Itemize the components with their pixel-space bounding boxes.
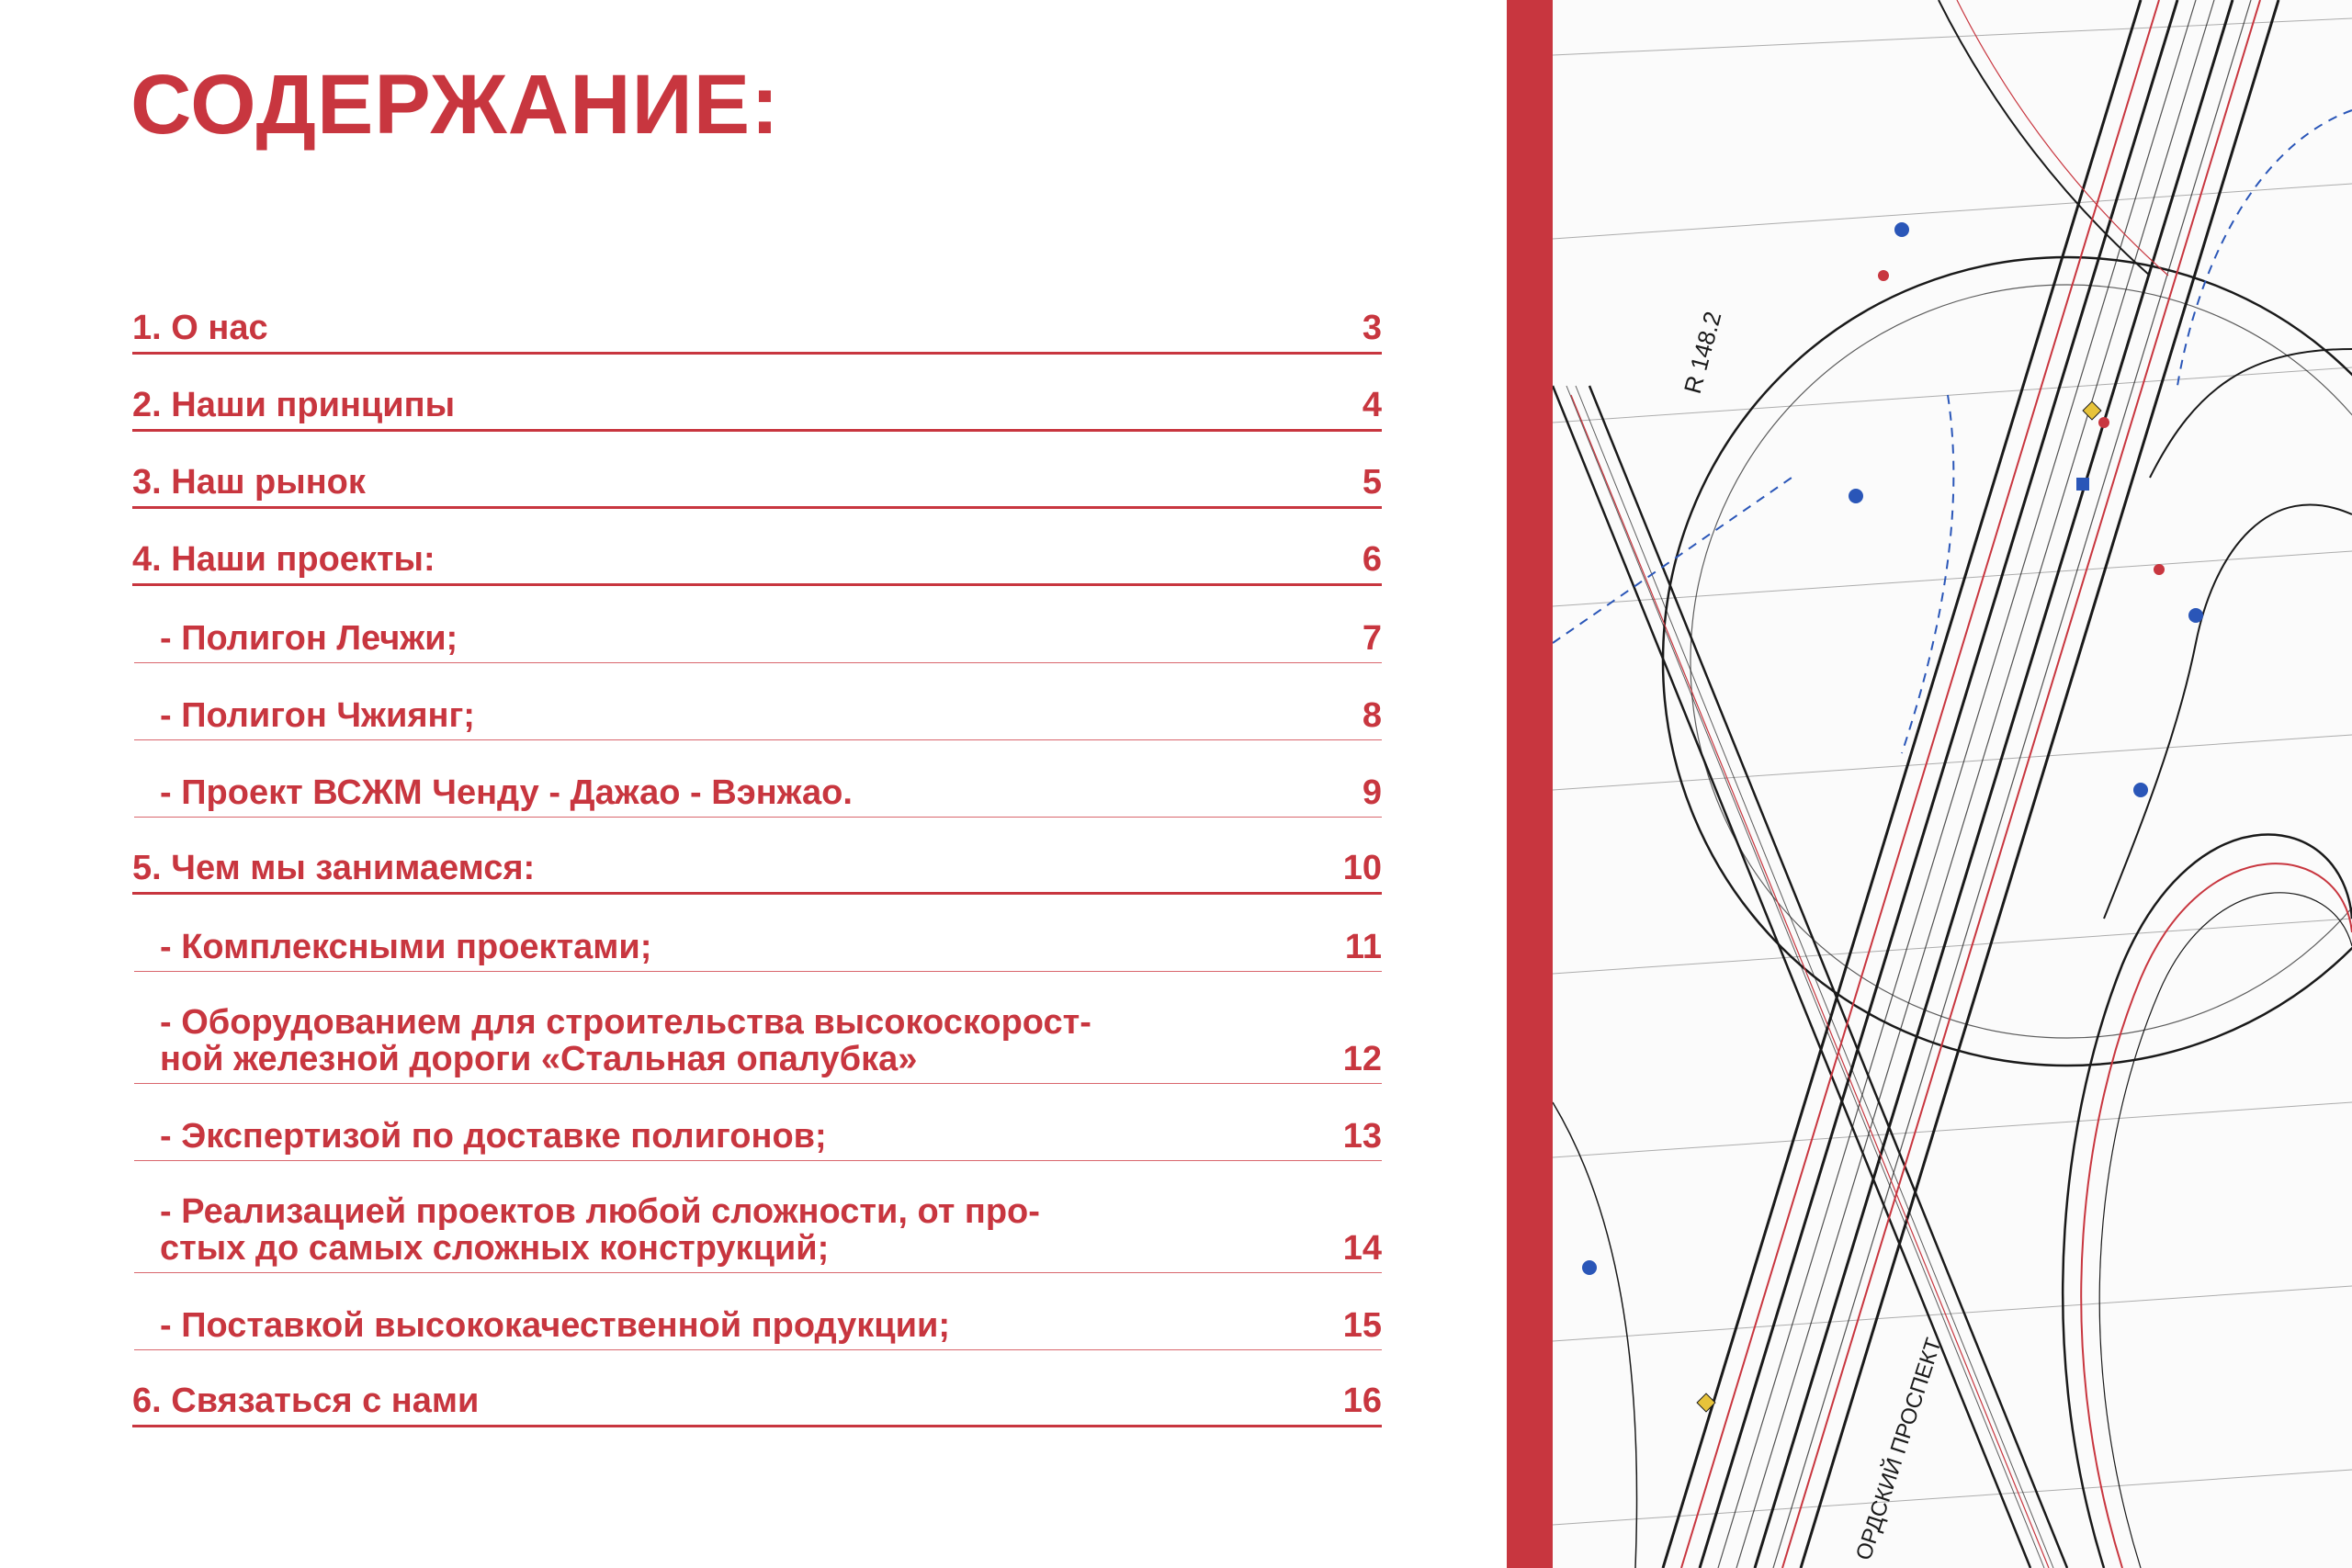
toc-item[interactable] <box>134 1273 1382 1350</box>
toc-item-page-number: 3 <box>1362 309 1382 347</box>
table-of-contents <box>132 303 1382 1427</box>
toc-item[interactable] <box>134 740 1382 818</box>
toc-item[interactable] <box>134 1161 1382 1273</box>
toc-item-page-number: 10 <box>1342 849 1382 887</box>
toc-item-page-number: 7 <box>1362 619 1382 658</box>
toc-item[interactable] <box>134 972 1382 1084</box>
toc-item-label: - Экспертизой по доставке полигонов; <box>160 1117 827 1156</box>
street-label: ОРДСКИЙ ПРОСПЕКТ <box>1851 1335 1947 1563</box>
toc-item-label: - Комплексными проектами; <box>160 928 652 966</box>
toc-item-label: - Оборудованием для строительства высокоскорост- ной железной дороги «Стальная опалубка» <box>160 1003 1091 1078</box>
toc-item-page-number: 12 <box>1342 1040 1382 1078</box>
toc-item-label: - Поставкой высококачественной продукции; <box>160 1306 951 1345</box>
red-divider-band <box>1507 0 1553 1568</box>
toc-item-label: - Полигон Лечжи; <box>160 619 458 658</box>
toc-item-label: 4. Наши проекты: <box>132 540 435 579</box>
toc-item-page-number: 15 <box>1342 1306 1382 1345</box>
toc-item[interactable] <box>132 303 1382 355</box>
page-title: СОДЕРЖАНИЕ: <box>130 58 780 152</box>
toc-item-label: 2. Наши принципы <box>132 386 456 424</box>
toc-item[interactable] <box>134 895 1382 972</box>
toc-item-label: 1. О нас <box>132 309 268 347</box>
toc-item[interactable] <box>132 355 1382 432</box>
toc-item[interactable] <box>134 663 1382 740</box>
toc-item-page-number: 8 <box>1362 696 1382 735</box>
toc-item-page-number: 4 <box>1362 386 1382 424</box>
toc-item-page-number: 9 <box>1362 773 1382 812</box>
toc-item-label: 6. Связаться с нами <box>132 1382 480 1420</box>
toc-item[interactable] <box>132 509 1382 586</box>
toc-item-label: - Полигон Чжиянг; <box>160 696 475 735</box>
toc-item-page-number: 13 <box>1342 1117 1382 1156</box>
toc-item-page-number: 5 <box>1362 463 1382 502</box>
toc-item[interactable] <box>134 1084 1382 1161</box>
toc-item-page-number: 14 <box>1342 1229 1382 1268</box>
toc-item-page-number: 11 <box>1344 928 1382 966</box>
toc-item-page-number: 6 <box>1362 540 1382 579</box>
toc-item[interactable] <box>132 1350 1382 1427</box>
toc-item-label: 3. Наш рынок <box>132 463 366 502</box>
toc-item-label: - Проект ВСЖМ Ченду - Дажао - Вэнжао. <box>160 773 853 812</box>
toc-item[interactable] <box>132 818 1382 895</box>
toc-item[interactable] <box>134 586 1382 663</box>
toc-item-label: 5. Чем мы занимаемся: <box>132 849 536 887</box>
toc-item-page-number: 16 <box>1342 1382 1382 1420</box>
toc-item[interactable] <box>132 432 1382 509</box>
engineering-drawing <box>1553 0 2352 1568</box>
toc-item-label: - Реализацией проектов любой сложности, от про- стых до самых сложных конструкций; <box>160 1192 1040 1268</box>
radius-label: R 148.2 <box>1678 308 1727 397</box>
